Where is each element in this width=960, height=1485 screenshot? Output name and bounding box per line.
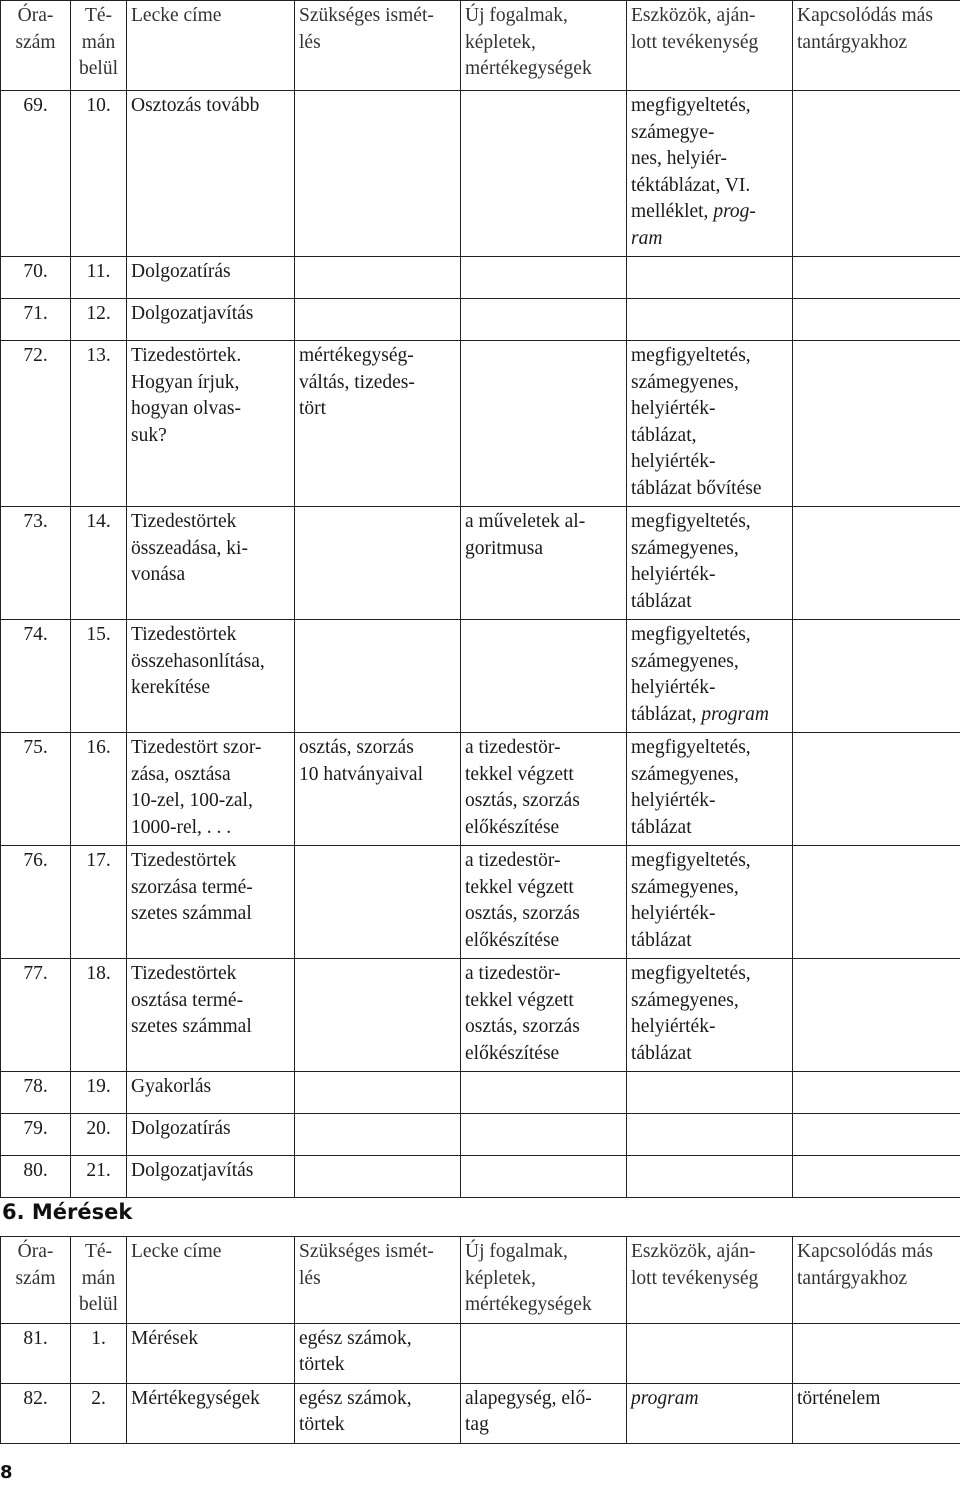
measurements-table (0, 1236, 960, 1444)
lesson-title-cell-text: Mértékegységek (131, 1387, 260, 1409)
cross-curricular-cell (793, 507, 960, 620)
new-concepts-cell-text: alapegység, elő- tag (465, 1387, 592, 1435)
header-tools-activities: Eszközök, aján- lott tevékenység (627, 1, 793, 91)
lesson-title-cell-text: Tizedestörtek összeadása, ki- vonása (131, 511, 248, 585)
topic-number-cell (71, 1323, 127, 1383)
tools-cell-text: megfigyeltetés, számegyenes, helyiérték- táblázat (631, 737, 751, 838)
cross-curricular-cell (793, 1323, 960, 1383)
new-concepts-cell (461, 257, 627, 299)
topic-number-cell (71, 1383, 127, 1443)
tools-cell (627, 733, 793, 846)
topic-number-cell (71, 733, 127, 846)
lesson-title-cell-text: Gyakorlás (131, 1076, 212, 1097)
tools-cell (627, 959, 793, 1072)
lesson-title-cell (127, 91, 295, 257)
table-row (1, 1323, 960, 1383)
new-concepts-cell (461, 299, 627, 341)
lesson-title-cell (127, 507, 295, 620)
lesson-title-cell (127, 1072, 295, 1114)
revision-cell (295, 846, 461, 959)
cross-curricular-cell (793, 257, 960, 299)
lesson-title-cell (127, 257, 295, 299)
revision-cell (295, 1072, 461, 1114)
lesson-title-cell (127, 1156, 295, 1198)
cross-curricular-cell (793, 1072, 960, 1114)
new-concepts-cell (461, 1114, 627, 1156)
topic-number-cell-text: 10. (86, 95, 111, 116)
topic-number-cell (71, 299, 127, 341)
revision-cell (295, 1323, 461, 1383)
lesson-title-cell (127, 733, 295, 846)
topic-number-cell (71, 1156, 127, 1198)
topic-number-cell (71, 620, 127, 733)
hour-number-cell-text: 70. (23, 261, 48, 282)
new-concepts-cell (461, 620, 627, 733)
revision-cell (295, 1383, 461, 1443)
hour-number-cell (1, 1323, 71, 1383)
table-header-row (1, 1, 960, 91)
lesson-title-cell (127, 1383, 295, 1443)
revision-cell (295, 341, 461, 507)
hour-number-cell-text: 77. (23, 963, 48, 984)
lesson-title-cell (127, 341, 295, 507)
topic-number-cell (71, 91, 127, 257)
topic-number-cell-text: 13. (86, 345, 111, 366)
table-row (1, 620, 960, 733)
cross-curricular-cell (793, 620, 960, 733)
hour-number-cell (1, 257, 71, 299)
cross-curricular-cell (793, 733, 960, 846)
lesson-title-cell (127, 1114, 295, 1156)
lesson-title-cell (127, 846, 295, 959)
cross-curricular-cell (793, 1156, 960, 1198)
hour-number-cell (1, 507, 71, 620)
lesson-title-cell-text: Dolgozatírás (131, 261, 231, 282)
topic-number-cell-text: 15. (86, 624, 111, 645)
header-cross-curricular: Kapcsolódás más tantárgyakhoz (793, 1, 960, 91)
revision-cell (295, 733, 461, 846)
hour-number-cell-text: 81. (23, 1327, 48, 1349)
new-concepts-cell-text: a tizedestör- tekkel végzett osztás, szorzás előkészítése (465, 963, 580, 1064)
header-topic-number: Té- mán belül (71, 1, 127, 91)
cross-curricular-cell (793, 299, 960, 341)
table-row (1, 1072, 960, 1114)
hour-number-cell-text: 69. (23, 95, 48, 116)
hour-number-cell (1, 341, 71, 507)
new-concepts-cell (461, 1156, 627, 1198)
topic-number-cell-text: 14. (86, 511, 111, 532)
lesson-title-cell-text: Tizedestörtek összehasonlítása, kerekítése (131, 624, 265, 698)
topic-number-cell (71, 257, 127, 299)
tools-cell-text: megfigyeltetés, számegyenes, helyiérték- táblázat, (631, 624, 751, 725)
hour-number-cell-text: 82. (23, 1387, 48, 1409)
new-concepts-cell (461, 341, 627, 507)
topic-number-cell-text: 16. (86, 737, 111, 758)
table-row (1, 299, 960, 341)
new-concepts-cell (461, 91, 627, 257)
topic-number-cell-text: 19. (86, 1076, 111, 1097)
tools-cell-text: megfigyeltetés, számegyenes, helyiérték- táblázat, helyiérték- táblázat bővítése (631, 345, 762, 499)
lesson-title-cell-text: Tizedestörtek szorzása termé- szetes számmal (131, 850, 253, 924)
lesson-title-cell (127, 299, 295, 341)
topic-number-cell (71, 1072, 127, 1114)
tools-cell (627, 1072, 793, 1114)
tools-cell (627, 91, 793, 257)
topic-number-cell (71, 959, 127, 1072)
topic-number-cell-text: 11. (86, 261, 111, 282)
tools-cell (627, 507, 793, 620)
tools-cell (627, 1323, 793, 1383)
table-row (1, 257, 960, 299)
hour-number-cell-text: 78. (23, 1076, 48, 1097)
lesson-title-cell-text: Dolgozatjavítás (131, 1160, 254, 1181)
table-row (1, 341, 960, 507)
cross-curricular-cell (793, 846, 960, 959)
table-row (1, 507, 960, 620)
revision-cell (295, 1114, 461, 1156)
hour-number-cell-text: 72. (23, 345, 48, 366)
topic-number-cell (71, 1114, 127, 1156)
topic-number-cell (71, 341, 127, 507)
cross-curricular-cell (793, 91, 960, 257)
topic-number-cell-text: 1. (91, 1327, 106, 1349)
new-concepts-cell (461, 959, 627, 1072)
lesson-title-cell-text: Mérések (131, 1327, 199, 1349)
hour-number-cell (1, 620, 71, 733)
tools-cell (627, 299, 793, 341)
topic-number-cell (71, 846, 127, 959)
tools-cell (627, 620, 793, 733)
lesson-title-cell-text: Dolgozatjavítás (131, 303, 254, 324)
revision-cell-text: osztás, szorzás 10 hatványaival (299, 737, 423, 785)
table-row (1, 1383, 960, 1443)
tools-italic-text: program (631, 1387, 699, 1409)
revision-cell (295, 299, 461, 341)
topic-number-cell-text: 21. (86, 1160, 111, 1181)
tools-cell-text: megfigyeltetés, számegyenes, helyiérték- táblázat (631, 963, 751, 1064)
revision-cell (295, 1156, 461, 1198)
tools-italic-text: prog- ram (631, 201, 756, 249)
revision-cell (295, 959, 461, 1072)
lesson-title-cell-text: Dolgozatírás (131, 1118, 231, 1139)
lesson-title-cell-text: Tizedestört szor- zása, osztása 10-zel, 100-zal, 1000-rel, . . . (131, 737, 262, 838)
cross-curricular-cell-text: történelem (797, 1387, 881, 1409)
revision-cell (295, 257, 461, 299)
hour-number-cell-text: 76. (23, 850, 48, 871)
cross-curricular-cell (793, 959, 960, 1072)
tools-cell (627, 1383, 793, 1443)
revision-cell-text: mértékegység- váltás, tizedes- tört (299, 345, 415, 419)
lesson-title-cell-text: Tizedestörtek. Hogyan írjuk, hogyan olvas- suk? (131, 345, 242, 446)
header-required-revision: Szükséges ismét- lés (295, 1237, 461, 1324)
new-concepts-cell (461, 1383, 627, 1443)
tools-cell (627, 846, 793, 959)
hour-number-cell (1, 1114, 71, 1156)
new-concepts-cell-text: a tizedestör- tekkel végzett osztás, szorzás előkészítése (465, 850, 580, 951)
hour-number-cell-text: 75. (23, 737, 48, 758)
tools-cell (627, 1114, 793, 1156)
lesson-title-cell-text: Tizedestörtek osztása termé- szetes számmal (131, 963, 252, 1037)
cross-curricular-cell (793, 1114, 960, 1156)
hour-number-cell (1, 846, 71, 959)
revision-cell (295, 507, 461, 620)
new-concepts-cell (461, 507, 627, 620)
new-concepts-cell (461, 1323, 627, 1383)
revision-cell (295, 620, 461, 733)
revision-cell (295, 91, 461, 257)
hour-number-cell (1, 1072, 71, 1114)
header-new-concepts: Új fogalmak, képletek, mértékegységek (461, 1237, 627, 1324)
table-row (1, 733, 960, 846)
hour-number-cell-text: 73. (23, 511, 48, 532)
hour-number-cell (1, 1156, 71, 1198)
tools-cell (627, 257, 793, 299)
revision-cell-text: egész számok, törtek (299, 1327, 412, 1375)
topic-number-cell-text: 20. (86, 1118, 111, 1139)
table-row (1, 1114, 960, 1156)
header-tools-activities: Eszközök, aján- lott tevékenység (627, 1237, 793, 1324)
hour-number-cell-text: 74. (23, 624, 48, 645)
cross-curricular-cell (793, 1383, 960, 1443)
table-row (1, 846, 960, 959)
hour-number-cell-text: 80. (23, 1160, 48, 1181)
tools-cell-text: megfigyeltetés, számegyenes, helyiérték- táblázat (631, 511, 751, 612)
new-concepts-cell-text: a műveletek al- goritmusa (465, 511, 586, 559)
header-cross-curricular: Kapcsolódás más tantárgyakhoz (793, 1237, 960, 1324)
header-topic-number: Té- mán belül (71, 1237, 127, 1324)
lesson-title-cell (127, 959, 295, 1072)
hour-number-cell-text: 71. (23, 303, 48, 324)
tools-cell (627, 341, 793, 507)
hour-number-cell (1, 959, 71, 1072)
table-row (1, 91, 960, 257)
lesson-title-cell-text: Osztozás tovább (131, 95, 260, 116)
tools-cell-text: megfigyeltetés, számegyenes, helyiérték- táblázat (631, 850, 751, 951)
page-number: 8 (0, 1462, 13, 1483)
table-header-row (1, 1237, 960, 1324)
tools-cell (627, 1156, 793, 1198)
table-row (1, 959, 960, 1072)
section-title: 6. Mérések (2, 1200, 133, 1224)
header-required-revision: Szükséges ismét- lés (295, 1, 461, 91)
new-concepts-cell (461, 846, 627, 959)
header-new-concepts: Új fogalmak, képletek, mértékegységek (461, 1, 627, 91)
hour-number-cell-text: 79. (23, 1118, 48, 1139)
topic-number-cell-text: 12. (86, 303, 111, 324)
new-concepts-cell-text: a tizedestör- tekkel végzett osztás, szorzás előkészítése (465, 737, 580, 838)
hour-number-cell (1, 733, 71, 846)
revision-cell-text: egész számok, törtek (299, 1387, 412, 1435)
cross-curricular-cell (793, 341, 960, 507)
topic-number-cell-text: 18. (86, 963, 111, 984)
header-lesson-title: Lecke címe (127, 1237, 295, 1324)
lesson-title-cell (127, 1323, 295, 1383)
new-concepts-cell (461, 733, 627, 846)
table-row (1, 1156, 960, 1198)
header-lesson-title: Lecke címe (127, 1, 295, 91)
hour-number-cell (1, 1383, 71, 1443)
header-hour-number: Óra- szám (1, 1, 71, 91)
tools-italic-text: program (701, 703, 769, 725)
tools-cell-text: megfigyeltetés, számegye- nes, helyiér- téktáblázat, VI. melléklet, (631, 95, 751, 222)
hour-number-cell (1, 299, 71, 341)
new-concepts-cell (461, 1072, 627, 1114)
topic-number-cell (71, 507, 127, 620)
topic-number-cell-text: 17. (86, 850, 111, 871)
hour-number-cell (1, 91, 71, 257)
header-hour-number: Óra- szám (1, 1237, 71, 1324)
lesson-title-cell (127, 620, 295, 733)
topic-number-cell-text: 2. (91, 1387, 106, 1409)
